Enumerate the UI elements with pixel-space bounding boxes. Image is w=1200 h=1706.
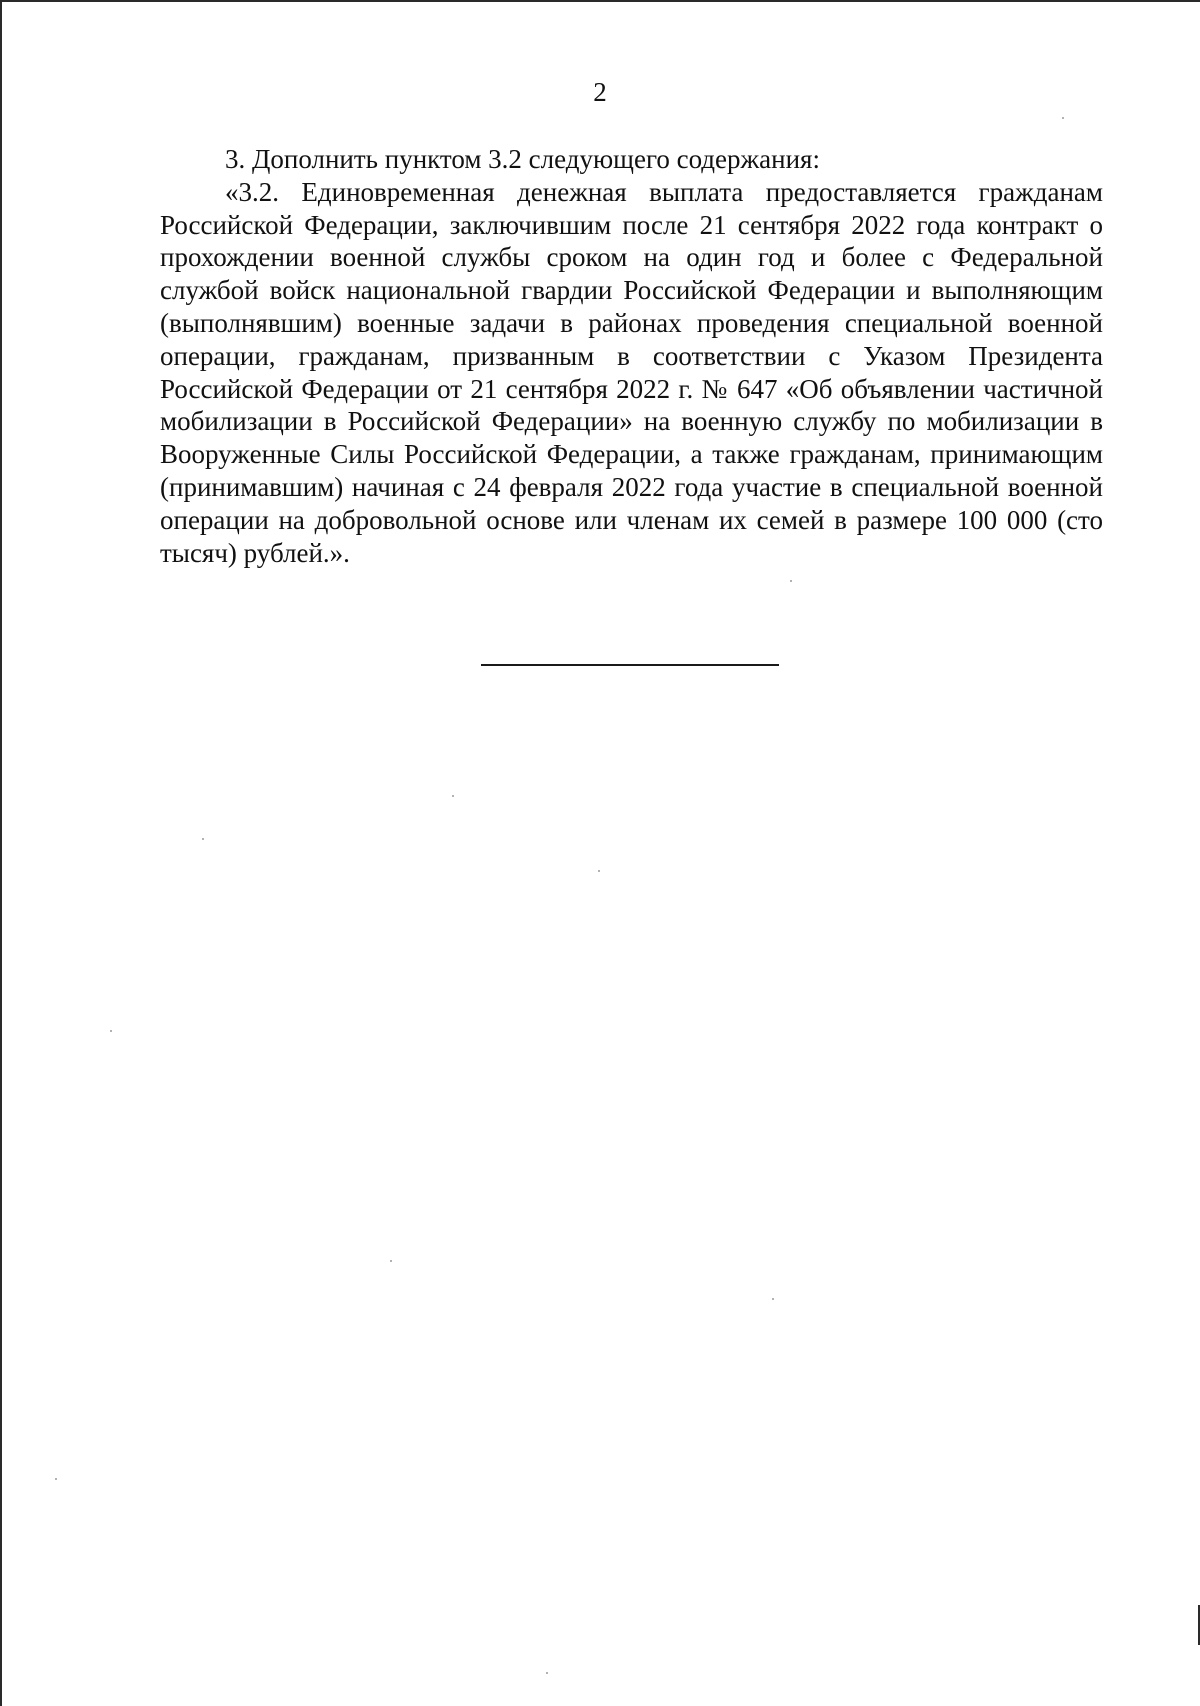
scan-speck [110,1030,112,1032]
scan-speck [452,795,454,797]
scan-speck [55,1478,57,1480]
scan-speck [390,1260,392,1262]
paragraph-clause-3-2: «3.2. Единовременная денежная выплата предоставляется гражданам Российской Федерации, заключившим после 21 сентября 2022 года контракт о прохождении военной службы сроком на один год и более с Федеральной службой войск национальной гвардии Российской Федерации и выполняющим (выполнявшим) военные задачи в районах проведения специальной военной операции, гражданам, призванным в соответствии с Указом Президента Российской Федерации от 21 сентября 2022 г. № 647 «Об объявлении частичной мобилизации в Российской Федерации» на военную службу по мобилизации в Вооруженные Силы Российской Федерации, а также гражданам, принимающим (принимавшим) начиная с 24 февраля 2022 года участие в специальной военной операции на добровольной основе или членам их семей в размере 100 000 (сто тысяч) рублей.». [160,176,1103,568]
scan-speck [598,870,600,872]
scan-edge-left [0,0,2,1706]
document-body [160,143,1103,569]
scan-speck [790,580,792,582]
scan-edge-top [0,0,1200,2]
scan-speck [202,838,204,840]
page-number: 2 [593,77,607,107]
scan-speck [1062,117,1064,119]
scan-speck [546,1672,548,1674]
paragraph-amendment-intro: 3. Дополнить пунктом 3.2 следующего содержания: [225,144,820,174]
scan-speck [772,1298,774,1300]
end-of-text-rule [481,664,779,666]
